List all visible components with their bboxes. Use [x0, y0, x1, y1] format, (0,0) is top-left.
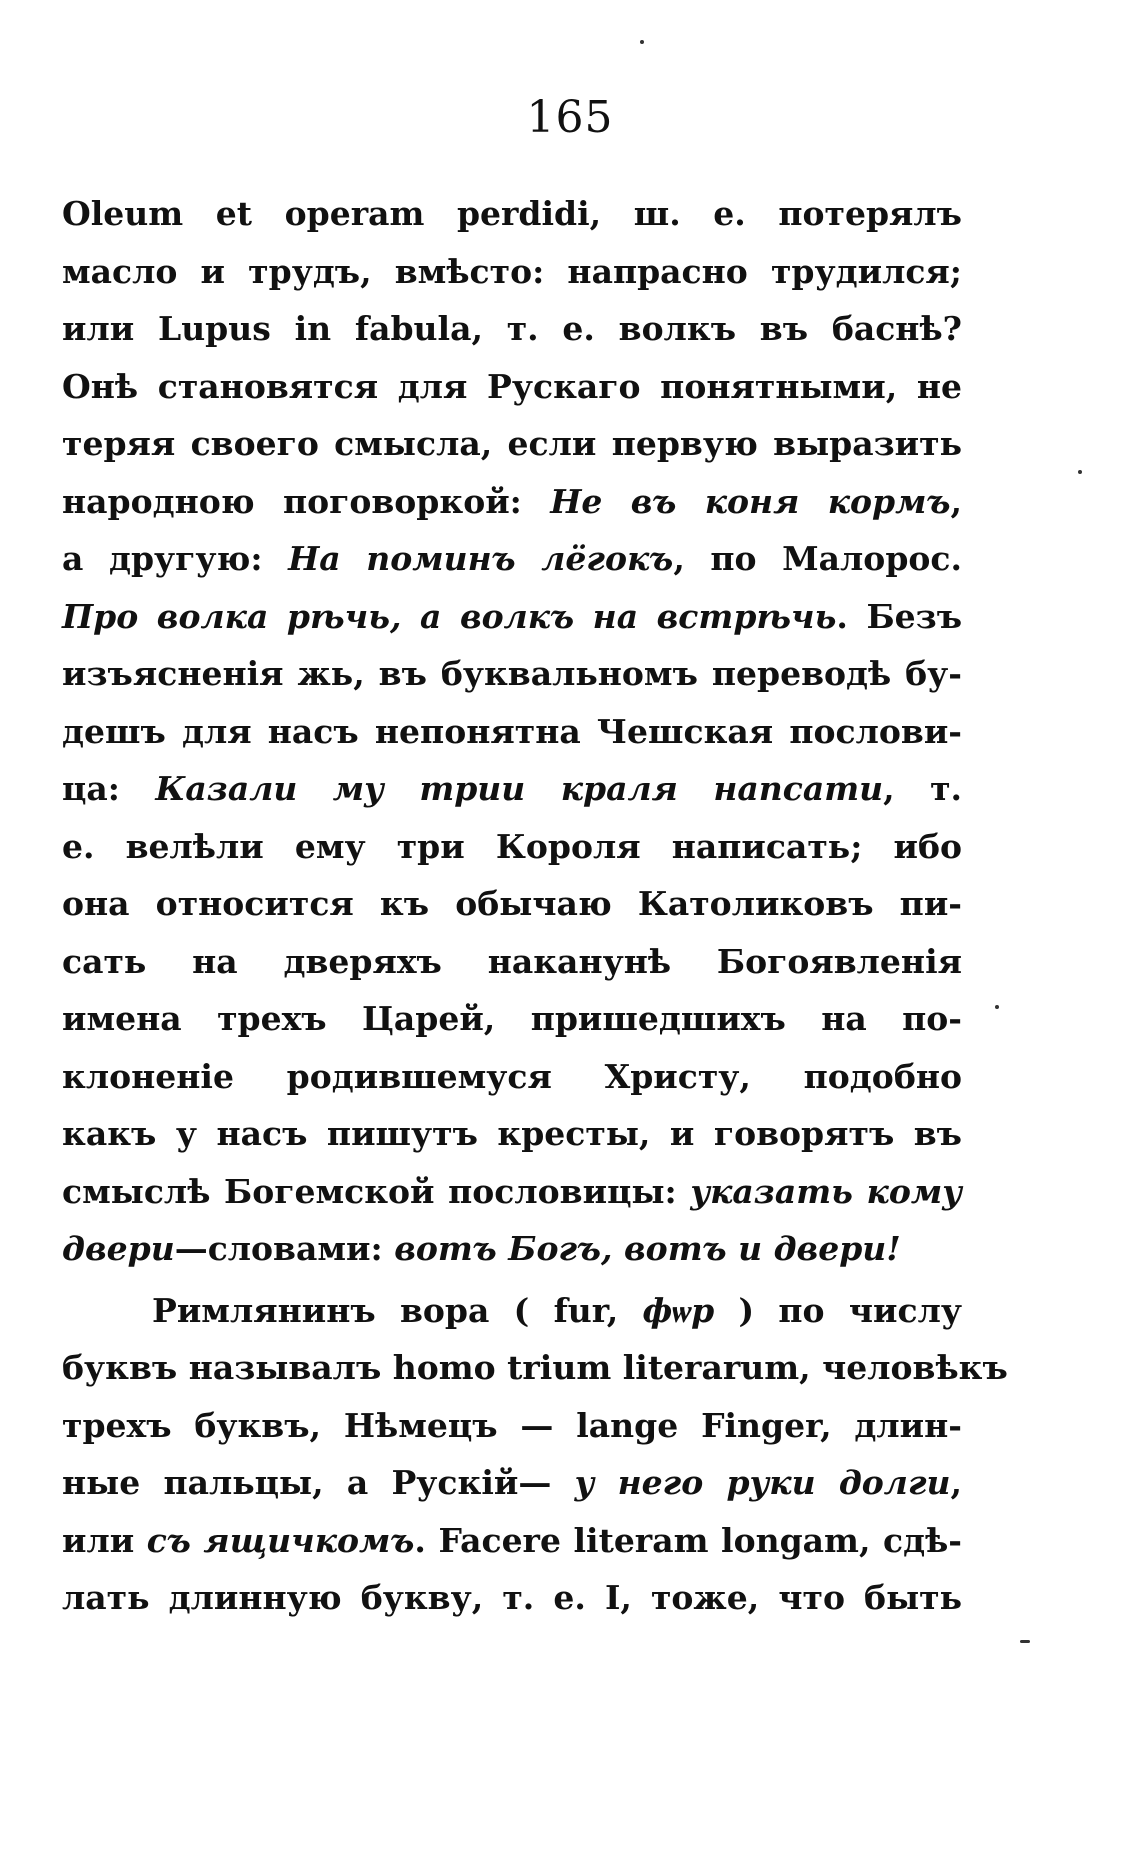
text-line: [62, 1339, 1008, 1397]
ink-speck: [1020, 1640, 1030, 1643]
text-run: , по Малорос.: [673, 539, 962, 578]
text-line: [62, 1397, 962, 1455]
text-line: [62, 645, 962, 703]
text-line: [62, 473, 962, 531]
text-line: [62, 415, 962, 473]
text-run: ца:: [62, 769, 156, 808]
text-line: [62, 530, 962, 588]
text-line: [62, 1105, 962, 1163]
text-run: буквъ называлъ homo trium literarum, человѣкъ: [62, 1348, 1008, 1387]
text-run: или Lupus in fabula, т. е. волкъ въ баснѣ?: [62, 309, 962, 348]
text-run: дешъ для насъ непонятна Чешская послови-: [62, 711, 962, 751]
italic-run: Не въ коня кормъ: [550, 481, 951, 521]
text-line: [62, 703, 962, 761]
text-run: е. велѣли ему три Короля написать; ибо: [62, 826, 962, 866]
text-line: [62, 588, 962, 646]
text-run: имена трехъ Царей, пришедшихъ на по-: [62, 999, 962, 1038]
text-run: какъ у насъ пишутъ кресты, и говорятъ въ: [62, 1114, 962, 1153]
italic-run: Про волка рѣчь, а волкъ на встрѣчь: [62, 596, 837, 636]
ink-speck: [995, 1005, 999, 1009]
text-line: [62, 1512, 962, 1570]
text-run: ) по числу: [714, 1290, 962, 1330]
italic-run: указать кому: [690, 1171, 962, 1211]
text-line: [62, 185, 962, 243]
text-line: [62, 1220, 962, 1278]
text-run: . Facere literam longam, сдѣ-: [414, 1520, 963, 1560]
italic-run: съ ящичкомъ: [146, 1520, 415, 1560]
text-run: изъясненія жь, въ буквальномъ переводѣ бу-: [62, 654, 962, 693]
text-run: смыслѣ Богемской пословицы:: [62, 1171, 691, 1211]
italic-run: двери: [62, 1229, 175, 1268]
text-run: народною поговоркой:: [62, 481, 551, 521]
body-text: [62, 185, 1008, 1627]
text-line: [62, 818, 962, 876]
text-run: клоненіе родившемуся Христу, подобно: [62, 1056, 962, 1096]
text-line: [62, 1454, 962, 1512]
text-run: трехъ буквъ, Нѣмецъ — lange Finger, длин-: [62, 1405, 962, 1445]
ink-speck: [640, 40, 644, 44]
text-line: [62, 990, 962, 1048]
text-run: лать длинную букву, т. е. I, тоже, что быть: [62, 1578, 962, 1617]
italic-run: у него руки долги: [574, 1463, 951, 1502]
text-line: [62, 1282, 962, 1340]
text-run: Римлянинъ вора ( fur,: [152, 1290, 643, 1330]
text-run: . Безъ: [836, 596, 963, 636]
text-run: , т.: [883, 769, 962, 808]
text-line: [62, 1163, 962, 1221]
text-run: ,: [950, 1463, 963, 1502]
italic-run: Казали му трии краля напсати: [155, 769, 884, 808]
ink-speck: [1078, 470, 1082, 474]
text-line: [62, 1569, 962, 1627]
text-run: —словами:: [174, 1229, 395, 1268]
text-run: сать на дверяхъ наканунѣ Богоявленія: [62, 941, 962, 981]
text-line: [62, 243, 962, 301]
text-line: [62, 358, 962, 416]
text-run: ные пальцы, а Рускій—: [62, 1463, 575, 1502]
text-run: Oleum et operam perdidi, ш. е. потерялъ: [62, 194, 962, 233]
text-line: [62, 933, 962, 991]
italic-run: На поминъ лёгокъ: [288, 539, 674, 578]
text-run: масло и трудъ, вмѣсто: напрасно трудился;: [62, 251, 962, 291]
text-line: [62, 300, 962, 358]
text-line: [62, 1048, 962, 1106]
text-run: ,: [950, 481, 962, 521]
text-run: теряя своего смысла, если первую выразить: [62, 424, 962, 463]
text-run: а другую:: [62, 539, 289, 578]
page-number: 165: [526, 92, 614, 143]
text-run: она относится къ обычаю Католиковъ пи-: [62, 884, 962, 923]
italic-run: вотъ Богъ, вотъ и двери!: [394, 1229, 901, 1268]
text-line: [62, 875, 962, 933]
text-line: [62, 760, 962, 818]
text-run: Онѣ становятся для Рускаго понятными, не: [62, 366, 962, 406]
text-run: или: [62, 1520, 147, 1560]
italic-run: фѡр: [642, 1290, 715, 1330]
